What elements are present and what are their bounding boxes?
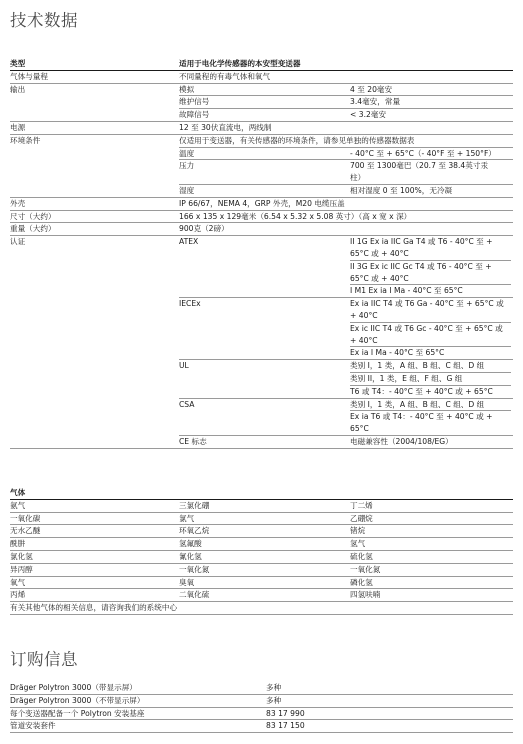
sub-row	[179, 160, 513, 185]
header-label: 类型	[10, 59, 26, 68]
ordering-table	[10, 682, 513, 733]
gas-table-row	[10, 500, 513, 513]
gas-name: 氢气	[350, 539, 366, 549]
row-label: 气体与量程	[10, 71, 48, 81]
row-value: 12 至 30伏直流电，两线制	[179, 122, 272, 132]
gas-name: 酰肼	[10, 539, 26, 549]
output-sub-table	[179, 84, 513, 121]
approval-entry: T6 或 T4：- 40°C 至 + 40°C 或 + 65°C	[350, 386, 493, 396]
table-header-row	[10, 58, 513, 71]
product-name: 管道安装套件	[10, 721, 56, 731]
row-label: 电源	[10, 122, 26, 132]
gas-table-row	[10, 525, 513, 538]
part-number: 83 17 990	[266, 708, 305, 718]
ordering-row	[10, 720, 513, 733]
gas-name: 磷化氢	[350, 577, 373, 587]
ordering-row	[10, 682, 513, 695]
gas-table	[10, 487, 513, 615]
gas-note-row	[10, 602, 513, 615]
gas-table-header	[10, 487, 513, 500]
approval-group-ce	[179, 436, 513, 448]
gas-name: 氢氟酸	[179, 539, 202, 549]
approval-group-atex	[179, 236, 513, 298]
row-label: 输出	[10, 84, 26, 94]
approval-name: ATEX	[179, 237, 199, 247]
gas-name: 一氧化碳	[10, 513, 41, 523]
row-value: 166 x 135 x 129毫米（6.54 x 5.32 x 5.08 英寸）（高 x 宽 x 深）	[179, 211, 412, 221]
gas-name: 无水乙醚	[10, 526, 41, 536]
table-row-weight	[10, 223, 513, 236]
gas-name: 四氢呋喃	[350, 590, 381, 600]
sub-label: 维护信号	[179, 97, 210, 107]
approval-name: UL	[179, 361, 189, 371]
gas-table-row	[10, 538, 513, 551]
part-number: 多种	[266, 683, 282, 692]
gas-name: 一氧化氮	[179, 564, 210, 574]
gas-table-row	[10, 589, 513, 602]
sub-label: 温度	[179, 148, 195, 158]
product-name: Dräger Polytron 3000（带显示屏）	[10, 683, 137, 692]
gas-header-label: 气体	[10, 488, 26, 497]
approval-entry: I M1 Ex ia I Ma - 40°C 至 65°C	[350, 286, 463, 296]
gas-rows	[10, 500, 513, 602]
sub-label: 湿度	[179, 185, 195, 195]
approval-entry: Ex ic IIC T4 或 T6 Gc - 40°C 至 + 65°C 或 + 40°C	[350, 323, 511, 348]
gas-name: 二氧化硫	[179, 590, 210, 600]
gas-table-row	[10, 513, 513, 526]
approval-entry: II 1G Ex ia IIC Ga T4 或 T6 - 40°C 至 + 65°C 或 + 40°C	[350, 236, 511, 261]
sub-label: 模拟	[179, 84, 195, 94]
approvals-sub-table	[179, 236, 513, 448]
gas-name: 氯化氢	[10, 551, 33, 561]
approval-name: CE 标志	[179, 436, 207, 446]
approval-entry: Ex ia T6 或 T4：- 40°C 至 + 40°C 或 + 65°C	[350, 412, 493, 434]
gas-name: 氯气	[179, 513, 195, 523]
gas-note: 有关其他气体的相关信息，请咨询我们的系统中心	[10, 603, 178, 613]
row-label: 重量（大约）	[10, 224, 56, 234]
section-title-ordering: 订购信息	[10, 650, 78, 669]
sub-value: - 40°C 至 + 65°C（- 40°F 至 + 150°F）	[350, 148, 496, 158]
gas-table-row	[10, 564, 513, 577]
product-name: Dräger Polytron 3000（不带显示屏）	[10, 695, 145, 705]
environment-note: 仅适用于变送器，有关传感器的环境条件，请参见单独的传感器数据表	[179, 135, 513, 148]
sub-row	[179, 148, 513, 161]
gas-name: 锗烷	[350, 526, 366, 536]
header-value: 适用于电化学传感器的本安型变送器	[179, 59, 301, 68]
gas-name: 丙烯	[10, 590, 26, 600]
gas-name: 丁二烯	[350, 500, 373, 510]
approval-entry: 电磁兼容性（2004/108/EG）	[350, 436, 453, 446]
gas-name: 三氯化硼	[179, 500, 210, 510]
sub-value: 3.4毫安，常量	[350, 97, 401, 107]
gas-name: 一氧化氮	[350, 564, 381, 574]
gas-name: 硫化氢	[350, 551, 373, 561]
gas-name: 氰化氢	[179, 551, 202, 561]
table-row-gas-range	[10, 71, 513, 84]
row-label: 尺寸（大约）	[10, 211, 56, 221]
row-label: 外壳	[10, 198, 26, 208]
row-value: 900克（2磅）	[179, 224, 229, 234]
approval-group-ul	[179, 360, 513, 398]
table-row-housing	[10, 198, 513, 211]
table-row-approvals	[10, 236, 513, 449]
table-row-power	[10, 122, 513, 135]
approval-entry: Ex ia I Ma - 40°C 至 65°C	[350, 348, 445, 358]
approval-name: CSA	[179, 399, 195, 409]
row-label: 认证	[10, 237, 26, 247]
gas-name: 氨气	[10, 500, 26, 510]
part-number: 多种	[266, 695, 282, 705]
table-row-environment	[10, 135, 513, 198]
approval-entry: 类别 I，1 类，A 组、B 组、C 组、D 组	[350, 360, 511, 373]
ordering-rows	[10, 682, 513, 733]
sub-label: 压力	[179, 161, 195, 171]
row-value: IP 66/67，NEMA 4，GRP 外壳，M20 电缆压盖	[179, 198, 345, 208]
sub-value: 相对湿度 0 至 100%，无冷凝	[350, 185, 453, 195]
row-label: 环境条件	[10, 135, 41, 145]
sub-value: 700 至 1300毫巴（20.7 至 38.4英寸汞 柱）	[350, 161, 489, 183]
approval-entry: II 3G Ex ic IIC Gc T4 或 T6 - 40°C 至 + 65°C 或 + 40°C	[350, 261, 511, 286]
approval-name: IECEx	[179, 299, 201, 309]
gas-name: 环氧乙烷	[179, 526, 210, 536]
product-name: 每个变送器配备一个 Polytron 安装基座	[10, 708, 145, 718]
section-title-technical-data: 技术数据	[10, 11, 78, 30]
gas-name: 异丙醇	[10, 564, 33, 574]
gas-table-row	[10, 577, 513, 590]
approval-group-csa	[179, 399, 513, 436]
gas-name: 臭氧	[179, 577, 195, 587]
sub-label: 故障信号	[179, 110, 210, 120]
approval-entry: 类别 I，1 类，A 组、B 组、C 组、D 组	[350, 399, 511, 412]
ordering-row	[10, 695, 513, 708]
gas-table-row	[10, 551, 513, 564]
row-value: 不同量程的有毒气体和氧气	[179, 71, 271, 81]
ordering-row	[10, 708, 513, 721]
approval-group-iecex	[179, 298, 513, 360]
sub-row	[179, 109, 513, 121]
gas-name: 氧气	[10, 577, 26, 587]
table-row-output	[10, 84, 513, 122]
table-row-size	[10, 211, 513, 224]
sub-value: < 3.2毫安	[350, 110, 387, 120]
gas-name: 乙硼烷	[350, 513, 373, 523]
approval-entry: 类别 II，1 类，E 组、F 组、G 组	[350, 373, 511, 386]
part-number: 83 17 150	[266, 721, 305, 731]
approval-entry: Ex ia IIC T4 或 T6 Ga - 40°C 至 + 65°C 或 + 40°C	[350, 298, 511, 323]
technical-data-table	[10, 58, 513, 449]
sub-row	[179, 185, 513, 197]
sub-row	[179, 96, 513, 109]
sub-row	[179, 84, 513, 97]
sub-value: 4 至 20毫安	[350, 84, 393, 94]
